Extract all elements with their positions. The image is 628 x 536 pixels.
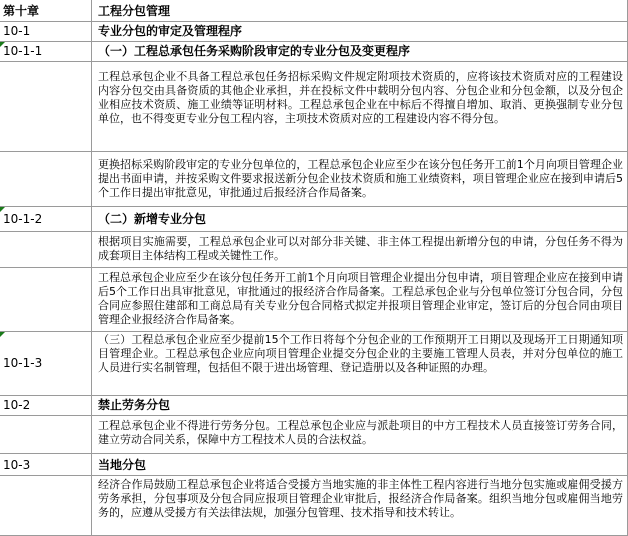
comment-marker-icon	[0, 332, 5, 337]
chapter-title-cell[interactable]: 工程分包管理	[92, 0, 628, 22]
comment-marker-icon	[0, 207, 5, 212]
empty-code-cell[interactable]	[0, 476, 92, 536]
paragraph-cell[interactable]: 根据项目实施需要，工程总承包企业可以对部分非关键、非主体工程提出新增分包的申请，分包任务不得为成套项目主体结构工程或关键性工作。	[92, 232, 628, 268]
paragraph-cell[interactable]: （三）工程总承包企业应至少提前15个工作日将每个分包企业的工作预期开工日期以及现场开工日期通知项目管理企业。工程总承包企业应向项目管理企业提交分包企业的主要施工管理人员表，并对分包单位的施工人员进行实名制管理，包括但不限于进出场管理、登记造册以及各种证照的办理。	[92, 332, 628, 396]
section-10-1-1-title-cell[interactable]: （一）工程总承包任务采购阶段审定的专业分包及变更程序	[92, 42, 628, 62]
empty-code-cell[interactable]	[0, 416, 92, 454]
paragraph-cell[interactable]: 经济合作局鼓励工程总承包企业将适合受援方当地实施的非主体性工程内容进行当地分包实施或雇佣受援方劳务承担，分包事项及分包合同应报项目管理企业审批后，报经济合作局备案。组织当地分包或雇佣当地劳务的，应遵从受援方有关法律法规，加强分包管理、技术指导和技术转让。	[92, 476, 628, 536]
section-10-1-2-title-cell[interactable]: （二）新增专业分包	[92, 207, 628, 232]
section-10-1-2-code-cell[interactable]: 10-1-2	[0, 207, 92, 232]
section-10-1-3-code-cell[interactable]: 10-1-3	[0, 332, 92, 396]
paragraph-cell[interactable]: 工程总承包企业不具备工程总承包任务招标采购文件规定附项技术资质的，应将该技术资质对应的工程建设内容分包交由具备资质的其他企业承担，并在投标文件中载明分包内容、分包企业和分包金额，以及分包企业相应技术资质、施工业绩等证明材料。工程总承包企业在中标后不得擅自增加、取消、更换强制专业分包单位，也不得变更专业分包工程内容，主项技术资质对应的工程建设内容不得分包。	[92, 62, 628, 152]
section-10-1-1-code-cell[interactable]: 10-1-1	[0, 42, 92, 62]
paragraph-cell[interactable]: 更换招标采购阶段审定的专业分包单位的，工程总承包企业应至少在该分包任务开工前1个月向项目管理企业提出书面申请，并按采购文件要求报送新分包企业技术资质和施工业绩资料，项目管理企业应在接到申请后5个工作日提出审批意见，审批通过后报经济合作局备案。	[92, 152, 628, 207]
empty-code-cell[interactable]	[0, 62, 92, 152]
section-10-3-title-cell[interactable]: 当地分包	[92, 454, 628, 476]
section-10-2-code-cell[interactable]: 10-2	[0, 396, 92, 416]
section-10-1-code-cell[interactable]: 10-1	[0, 22, 92, 42]
paragraph-cell[interactable]: 工程总承包企业应至少在该分包任务开工前1个月向项目管理企业提出分包申请，项目管理企业应在接到申请后5个工作日出具审批意见，审批通过的报经济合作局备案。工程总承包企业与分包单位签订分包合同，分包合同应参照住建部和工商总局有关专业分包合同格式拟定并报项目管理企业审定，签订后的分包合同由项目管理企业报经济合作局备案。	[92, 268, 628, 332]
section-10-1-title-cell[interactable]: 专业分包的审定及管理程序	[92, 22, 628, 42]
empty-code-cell[interactable]	[0, 232, 92, 268]
comment-marker-icon	[0, 42, 5, 47]
paragraph-cell[interactable]: 工程总承包企业不得进行劳务分包。工程总承包企业应与派赴项目的中方工程技术人员直接签订劳务合同，建立劳动合同关系，保障中方工程技术人员的合法权益。	[92, 416, 628, 454]
section-10-2-title-cell[interactable]: 禁止劳务分包	[92, 396, 628, 416]
section-10-3-code-cell[interactable]: 10-3	[0, 454, 92, 476]
chapter-number-cell[interactable]: 第十章	[0, 0, 92, 22]
empty-code-cell[interactable]	[0, 152, 92, 207]
empty-code-cell[interactable]	[0, 268, 92, 332]
